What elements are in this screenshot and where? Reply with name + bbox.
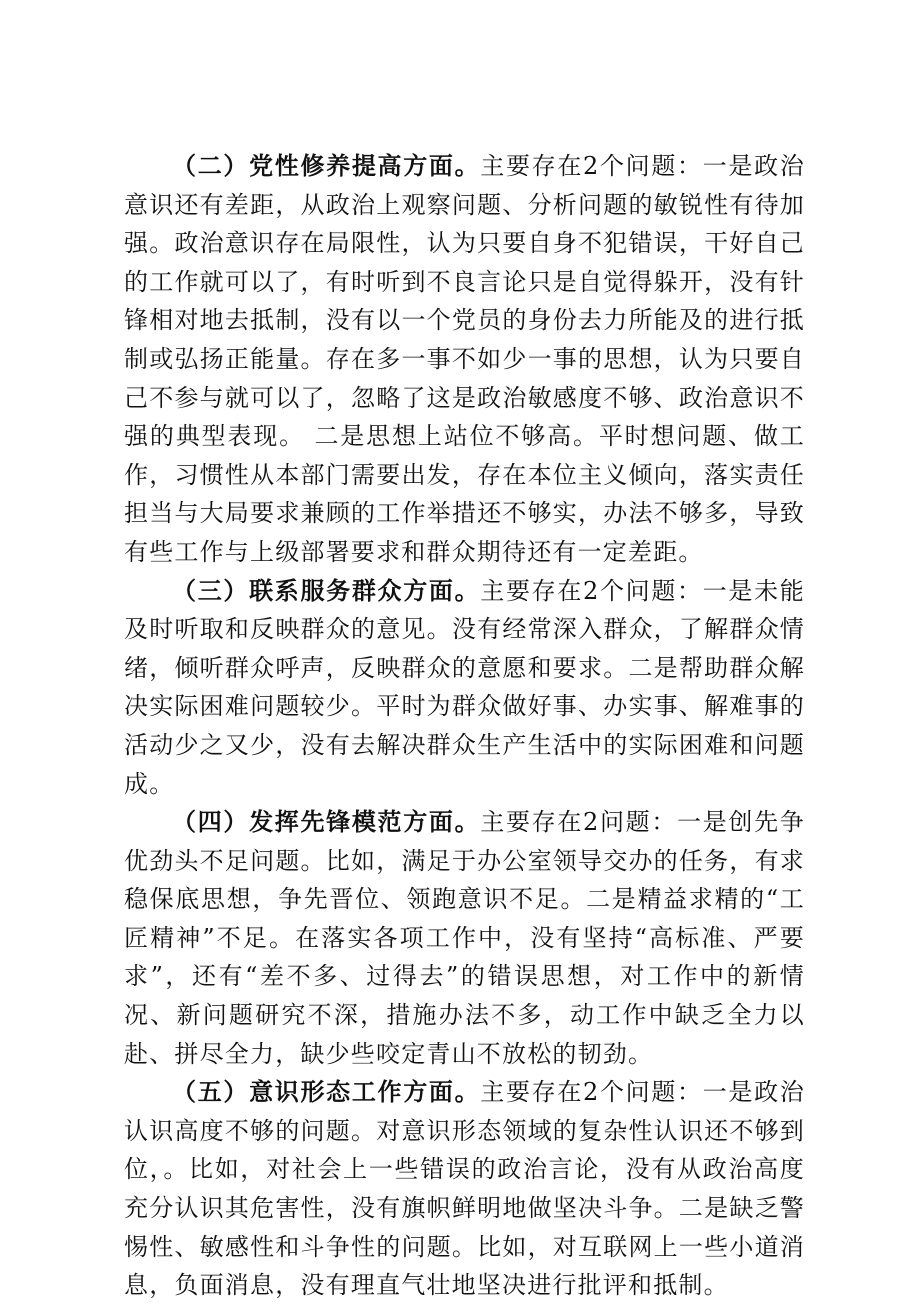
section-heading: （二）党性修养提高方面。 [172,151,481,180]
section-heading: （五）意识形态工作方面。 [172,1077,481,1107]
paragraph-vanguard-role [124,803,805,1073]
document-body [124,147,805,1305]
section-heading: （四）发挥先锋模范方面。 [172,807,481,837]
section-body: 主要存在2个问题：一是政治意识还有差距，从政治上观察问题、分析问题的敏锐性有待加强。政治意识存在局限性，认为只要自身不犯错误，干好自己的工作就可以了，有时听到不良言论只是自觉得躲开，没有针锋相对地去抵制，没有以一个党员的身份去力所能及的进行抵制或弘扬正能量。存在多一事不如少一事的思想，认为只要自己不参与就可以了，忽略了这是政治敏感度不够、政治意识不强的典型表现。 二是思想上站位不够高。平时想问题、做工作，习惯性从本部门需要出发，存在本位主义倾向，落实责任担当与大局要求兼顾的工作举措还不够实，办法不够多，导致有些工作与上级部署要求和群众期待还有一定差距。 [124,152,805,566]
section-body: 主要存在2问题：一是创先争优劲头不足问题。比如，满足于办公室领导交办的任务，有求稳保底思想，争先晋位、领跑意识不足。二是精益求精的“工匠精神”不足。在落实各项工作中，没有坚持“高标准、严要求”，还有“差不多、过得去”的错误思想，对工作中的新情况、新问题研究不深，措施办法不多，动工作中缺乏全力以赴、拼尽全力，缺少些咬定青山不放松的韧劲。 [124,808,805,1068]
section-body: 主要存在2个问题：一是未能及时听取和反映群众的意见。没有经常深入群众，了解群众情绪，倾听群众呼声，反映群众的意愿和要求。二是帮助群众解决实际困难问题较少。平时为群众做好事、办实事、解难事的活动少之又少，没有去解决群众生产生活中的实际困难和问题成。 [124,576,805,798]
paragraph-party-spirit [124,147,805,572]
section-body: 主要存在2个问题：一是政治认识高度不够的问题。对意识形态领域的复杂性认识还不够到位，。比如，对社会上一些错误的政治言论，没有从政治高度充分认识其危害性，没有旗帜鲜明地做坚决斗争。二是缺乏警惕性、敏感性和斗争性的问题。比如，对互联网上一些小道消息，负面消息，没有理直气壮地坚决进行批评和抵制。 [124,1078,805,1300]
paragraph-serving-masses [124,572,805,804]
section-heading: （三）联系服务群众方面。 [172,575,481,605]
paragraph-ideology-work [124,1073,805,1305]
